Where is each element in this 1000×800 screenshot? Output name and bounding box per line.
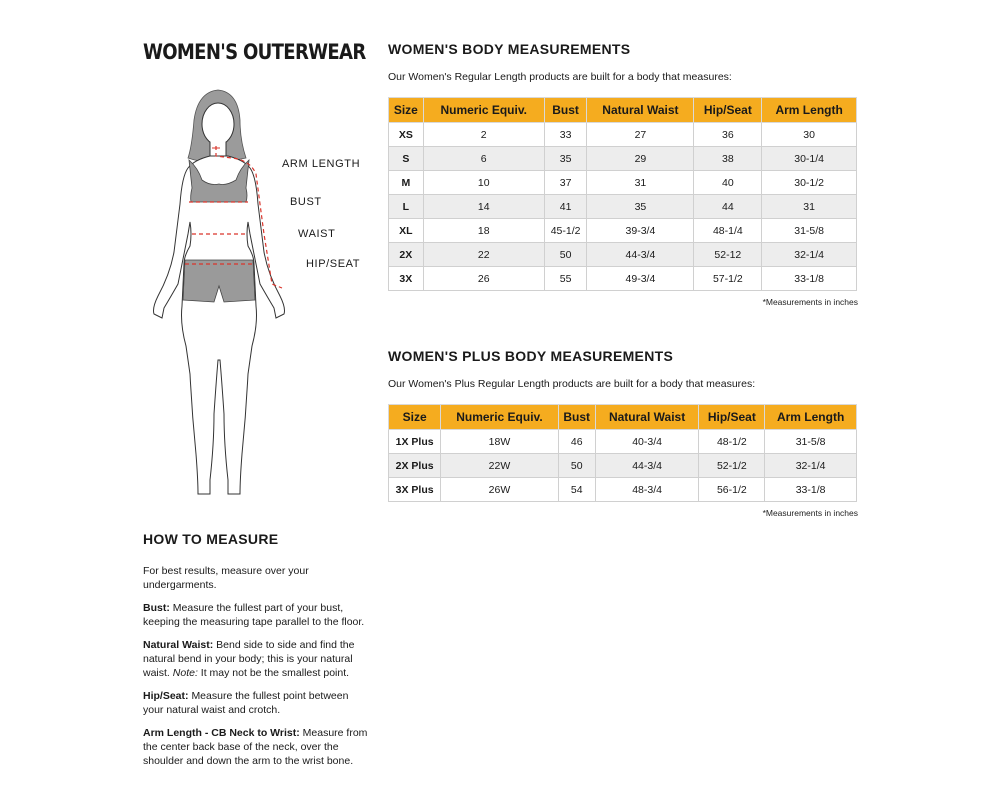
- instruction-text: Measure the fullest point between your natural waist and crotch.: [143, 690, 349, 716]
- measurement-cell: 52-12: [694, 243, 762, 267]
- size-cell: L: [389, 195, 424, 219]
- column-header: Natural Waist: [587, 98, 694, 123]
- table-row: [389, 147, 857, 171]
- measurement-cell: 22: [423, 243, 544, 267]
- table-row: [389, 454, 857, 478]
- measurement-cell: 10: [423, 171, 544, 195]
- measurement-cell: 18W: [441, 430, 558, 454]
- body-figure-illustration: [140, 84, 370, 504]
- instruction-term: Natural Waist:: [143, 639, 214, 651]
- measurement-cell: 40-3/4: [595, 430, 699, 454]
- waist-label: WAIST: [298, 228, 336, 240]
- measurement-cell: 33: [544, 123, 587, 147]
- size-cell: XS: [389, 123, 424, 147]
- table-row: [389, 195, 857, 219]
- measurement-cell: 31-5/8: [765, 430, 857, 454]
- body-figure: [140, 84, 370, 504]
- measurement-cell: 22W: [441, 454, 558, 478]
- regular-section-title: WOMEN'S BODY MEASUREMENTS: [388, 41, 631, 57]
- measurement-cell: 41: [544, 195, 587, 219]
- measurement-cell: 32-1/4: [762, 243, 857, 267]
- measurement-cell: 6: [423, 147, 544, 171]
- measurement-cell: 2: [423, 123, 544, 147]
- table-header-row: [389, 405, 857, 430]
- measurement-cell: 35: [544, 147, 587, 171]
- plus-section-title: WOMEN'S PLUS BODY MEASUREMENTS: [388, 348, 674, 364]
- instruction-note-text: It may not be the smallest point.: [200, 667, 350, 679]
- measurement-cell: 38: [694, 147, 762, 171]
- measurement-cell: 48-1/4: [694, 219, 762, 243]
- instruction-text: Measure the fullest part of your bust, keeping the measuring tape parallel to the floor.: [143, 602, 365, 628]
- measurement-cell: 14: [423, 195, 544, 219]
- size-cell: M: [389, 171, 424, 195]
- measurement-cell: 30-1/2: [762, 171, 857, 195]
- regular-measurements-section: [388, 41, 858, 307]
- measurement-cell: 31: [587, 171, 694, 195]
- measurement-cell: 36: [694, 123, 762, 147]
- column-header: Arm Length: [765, 405, 857, 430]
- column-header: Bust: [558, 405, 595, 430]
- size-cell: 3X: [389, 267, 424, 291]
- size-cell: 1X Plus: [389, 430, 441, 454]
- measurement-cell: 44-3/4: [595, 454, 699, 478]
- how-to-measure-title: HOW TO MEASURE: [143, 531, 279, 547]
- size-cell: S: [389, 147, 424, 171]
- instruction-text: Measure from the center back base of the neck, over the shoulder and down the arm to the wrist bone.: [143, 727, 368, 767]
- measurement-cell: 40: [694, 171, 762, 195]
- hip-seat-label: HIP/SEAT: [306, 258, 361, 270]
- measurement-cell: 56-1/2: [699, 478, 765, 502]
- column-header: Hip/Seat: [699, 405, 765, 430]
- regular-footnote: *Measurements in inches: [762, 297, 858, 307]
- measurement-cell: 30-1/4: [762, 147, 857, 171]
- table-header-row: [389, 98, 857, 123]
- instruction-term: Hip/Seat:: [143, 690, 189, 702]
- size-cell: 2X Plus: [389, 454, 441, 478]
- measurement-cell: 30: [762, 123, 857, 147]
- plus-footnote: *Measurements in inches: [762, 508, 858, 518]
- measurement-cell: 37: [544, 171, 587, 195]
- column-header: Arm Length: [762, 98, 857, 123]
- measurement-cell: 48-1/2: [699, 430, 765, 454]
- measurement-cell: 35: [587, 195, 694, 219]
- table-row: [389, 171, 857, 195]
- regular-section-subtitle: Our Women's Regular Length products are built for a body that measures:: [388, 71, 732, 83]
- measurement-cell: 32-1/4: [765, 454, 857, 478]
- table-row: [389, 123, 857, 147]
- measure-instruction-arm: [143, 726, 368, 768]
- instruction-text: Bend side to side and find the natural bend in your body; this is your natural waist.: [143, 639, 355, 679]
- measurement-cell: 46: [558, 430, 595, 454]
- instruction-term: Arm Length - CB Neck to Wrist:: [143, 727, 300, 739]
- measurement-cell: 48-3/4: [595, 478, 699, 502]
- regular-size-table: [388, 97, 857, 291]
- measurement-cell: 49-3/4: [587, 267, 694, 291]
- column-header: Size: [389, 405, 441, 430]
- table-row: [389, 478, 857, 502]
- measurement-cell: 27: [587, 123, 694, 147]
- plus-section-subtitle: Our Women's Plus Regular Length products are built for a body that measures:: [388, 378, 756, 390]
- table-row: [389, 267, 857, 291]
- measurement-cell: 55: [544, 267, 587, 291]
- measure-instruction-waist: [143, 638, 368, 680]
- measurement-cell: 45-1/2: [544, 219, 587, 243]
- column-header: Hip/Seat: [694, 98, 762, 123]
- measure-instruction-hip: [143, 689, 368, 717]
- size-cell: 3X Plus: [389, 478, 441, 502]
- instruction-term: Bust:: [143, 602, 170, 614]
- column-header: Natural Waist: [595, 405, 699, 430]
- measurement-cell: 39-3/4: [587, 219, 694, 243]
- column-header: Numeric Equiv.: [441, 405, 558, 430]
- table-row: [389, 430, 857, 454]
- table-row: [389, 243, 857, 267]
- measurement-cell: 50: [558, 454, 595, 478]
- plus-measurements-section: [388, 348, 858, 518]
- measure-instruction-bust: [143, 601, 368, 629]
- how-to-measure-intro: For best results, measure over your undergarments.: [143, 565, 309, 591]
- measurement-cell: 54: [558, 478, 595, 502]
- measurement-cell: 57-1/2: [694, 267, 762, 291]
- measurement-cell: 31: [762, 195, 857, 219]
- instruction-note-label: Note:: [172, 667, 198, 679]
- size-cell: XL: [389, 219, 424, 243]
- bust-label: BUST: [290, 196, 322, 208]
- plus-size-table: [388, 404, 857, 502]
- table-row: [389, 219, 857, 243]
- arm-length-label: ARM LENGTH: [282, 158, 361, 170]
- measurement-cell: 29: [587, 147, 694, 171]
- measurement-cell: 50: [544, 243, 587, 267]
- column-header: Numeric Equiv.: [423, 98, 544, 123]
- measurement-cell: 44-3/4: [587, 243, 694, 267]
- measurement-cell: 26: [423, 267, 544, 291]
- measurement-cell: 18: [423, 219, 544, 243]
- measurement-cell: 31-5/8: [762, 219, 857, 243]
- measurement-cell: 26W: [441, 478, 558, 502]
- measurement-cell: 44: [694, 195, 762, 219]
- measurement-cell: 33-1/8: [765, 478, 857, 502]
- measurement-cell: 33-1/8: [762, 267, 857, 291]
- size-cell: 2X: [389, 243, 424, 267]
- page-title: WOMEN'S OUTERWEAR: [143, 40, 366, 64]
- how-to-measure-body: [143, 564, 368, 777]
- column-header: Bust: [544, 98, 587, 123]
- column-header: Size: [389, 98, 424, 123]
- measurement-cell: 52-1/2: [699, 454, 765, 478]
